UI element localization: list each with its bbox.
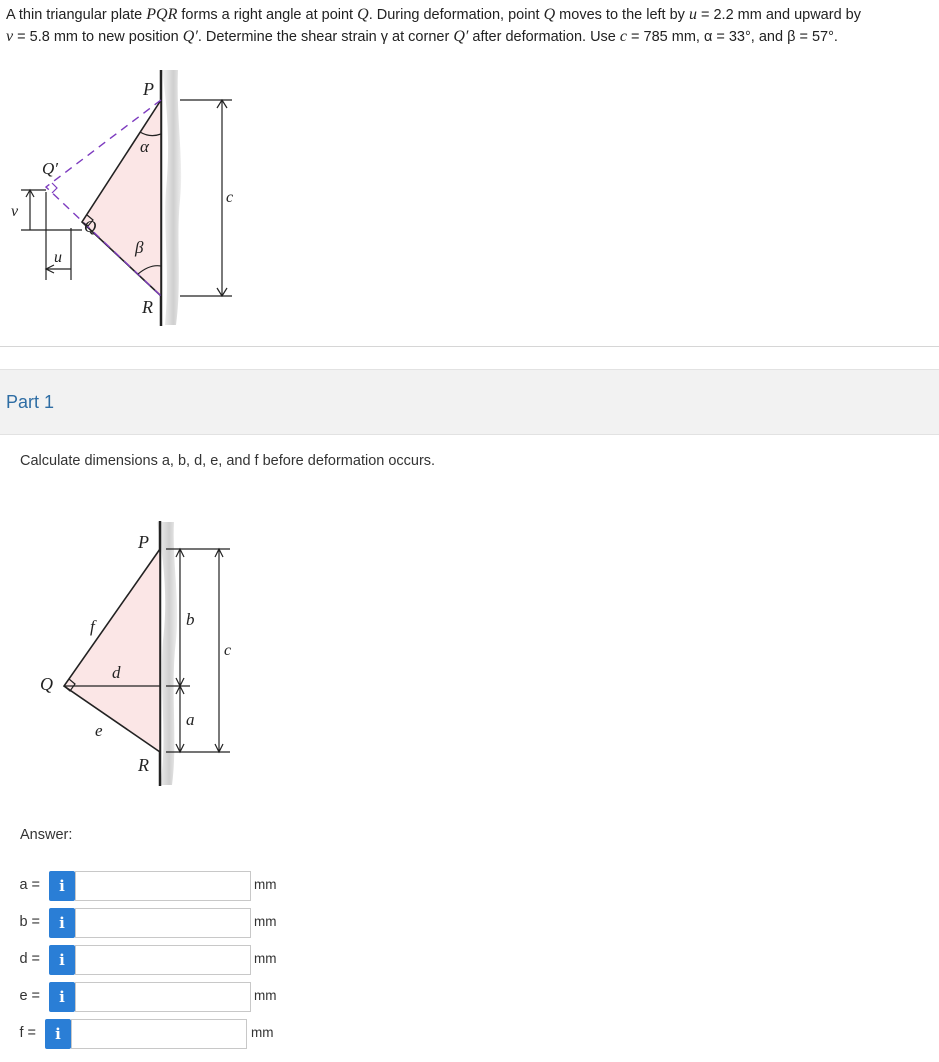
part-header xyxy=(0,369,939,435)
point-q-label: Q xyxy=(40,674,53,694)
problem-text: u xyxy=(688,6,697,23)
variable-label: a = xyxy=(19,877,40,893)
problem-text: forms a right angle at point xyxy=(177,7,358,23)
problem-text: after deformation. Use xyxy=(468,29,620,45)
problem-text: Q′ xyxy=(453,28,469,45)
answer-row-e xyxy=(0,980,300,1014)
unit-label: mm xyxy=(254,877,277,892)
point-p-label: P xyxy=(143,79,154,99)
answer-input-b[interactable] xyxy=(75,908,251,938)
point-q-prime-label: Q′ xyxy=(42,159,58,178)
answer-row-f xyxy=(0,1017,300,1051)
variable-label: d = xyxy=(19,951,40,967)
dimension-b-label: b xyxy=(186,610,195,629)
problem-text: = 5.8 mm to new position xyxy=(13,29,183,45)
point-r-label: R xyxy=(138,755,149,775)
answer-input-f[interactable] xyxy=(71,1019,247,1049)
unit-label: mm xyxy=(251,1025,274,1040)
dimensions-figure xyxy=(0,515,300,795)
dimension-a-label: a xyxy=(186,710,195,729)
unit-label: mm xyxy=(254,988,277,1003)
info-button[interactable]: i xyxy=(49,945,75,975)
variable-label: e = xyxy=(19,988,40,1004)
unit-label: mm xyxy=(254,951,277,966)
dimension-e-label: e xyxy=(95,721,103,740)
point-q-label: Q xyxy=(84,217,97,236)
problem-text: moves to the left by xyxy=(555,7,689,23)
problem-text: . Determine the shear strain γ at corner xyxy=(197,29,454,45)
problem-text: A thin triangular plate xyxy=(6,7,147,23)
right-angle-mark xyxy=(52,183,57,193)
answer-label: Answer: xyxy=(20,827,73,843)
info-button[interactable]: i xyxy=(49,871,75,901)
part-title: Part 1 xyxy=(6,392,55,412)
dimension-u-label: u xyxy=(54,249,62,266)
info-button[interactable]: i xyxy=(49,982,75,1012)
problem-statement xyxy=(6,4,934,48)
problem-text: PQR xyxy=(146,6,178,23)
problem-text: . During deformation, point xyxy=(368,7,544,23)
answer-row-a xyxy=(0,869,300,903)
dimension-d-label: d xyxy=(112,663,121,682)
problem-text: Q′ xyxy=(182,28,198,45)
variable-label: b = xyxy=(19,914,40,930)
answer-input-d[interactable] xyxy=(75,945,251,975)
info-button[interactable]: i xyxy=(49,908,75,938)
answer-input-e[interactable] xyxy=(75,982,251,1012)
answer-input-a[interactable] xyxy=(75,871,251,901)
alpha-label: α xyxy=(140,137,149,156)
dimension-v-label: v xyxy=(11,203,19,220)
answer-row-d xyxy=(0,943,300,977)
problem-text: Q xyxy=(543,6,556,23)
part-instruction: Calculate dimensions a, b, d, e, and f before deformation occurs. xyxy=(20,453,436,469)
answer-row-b xyxy=(0,906,300,940)
deformation-figure xyxy=(0,60,300,340)
dimension-c-label: c xyxy=(224,642,232,659)
unit-label: mm xyxy=(254,914,277,929)
wall xyxy=(162,70,181,325)
point-p-label: P xyxy=(138,532,149,552)
variable-label: f = xyxy=(19,1025,36,1041)
problem-text: c xyxy=(619,28,627,45)
plate xyxy=(64,549,160,752)
dimension-c-label: c xyxy=(226,189,234,206)
beta-label: β xyxy=(135,238,144,257)
divider xyxy=(0,346,939,347)
info-button[interactable]: i xyxy=(45,1019,71,1049)
dimension-f-label: f xyxy=(90,617,95,636)
problem-text: v xyxy=(6,28,14,45)
problem-text: = 2.2 mm and upward by xyxy=(696,7,861,23)
point-r-label: R xyxy=(142,297,153,317)
problem-text: = 785 mm, α = 33°, and β = 57°. xyxy=(627,29,838,45)
problem-text: Q xyxy=(357,6,369,23)
